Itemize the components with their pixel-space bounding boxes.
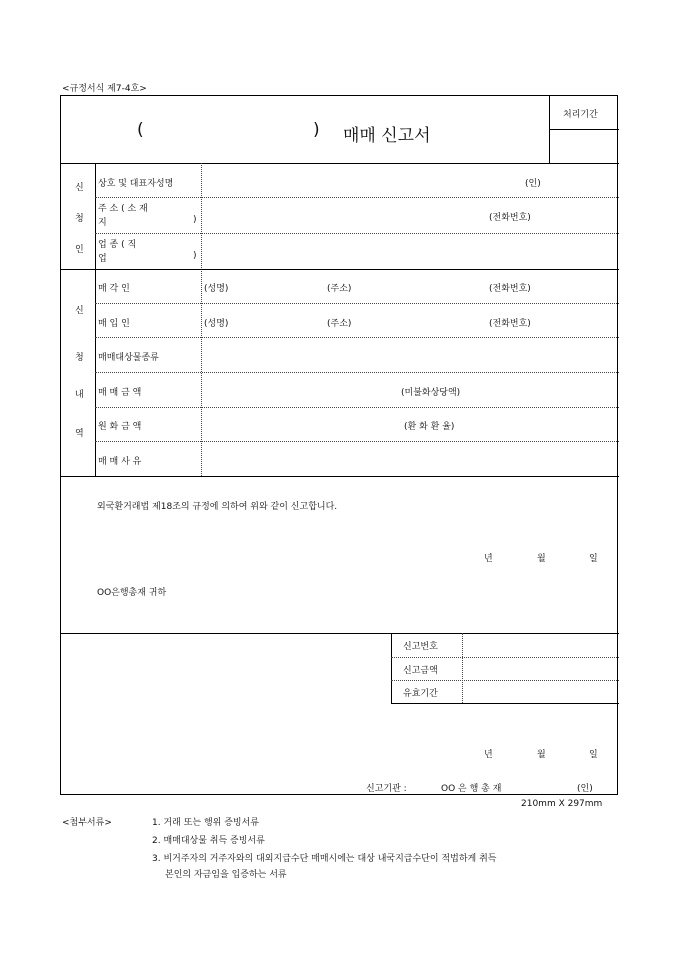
buyer-address-hint: (주소) (327, 319, 352, 329)
fx-rate-hint: (환 화 환 율) (404, 422, 455, 432)
usd-equivalent-hint: (미불화상당액) (401, 388, 461, 398)
attachment-item-2: 2. 매매대상물 취득 증빙서류 (152, 836, 265, 846)
business-field[interactable] (202, 234, 618, 268)
reason-label: 매 매 사 유 (98, 457, 142, 467)
agency-value: OO 은 행 총 재 (441, 784, 502, 794)
buyer-label: 매 입 인 (98, 319, 130, 329)
trade-name-field[interactable] (202, 164, 522, 196)
attachment-item-3-continued: 본인의 자금임을 입증하는 서류 (165, 870, 287, 880)
object-type-label: 매매대상물종류 (98, 353, 159, 363)
declaration-year: 년 (484, 554, 493, 564)
seller-address-hint: (주소) (327, 284, 352, 294)
declaration-month: 월 (537, 554, 546, 564)
details-side-char-1: 신 (75, 306, 84, 316)
report-number-field[interactable] (463, 634, 618, 656)
title-close-paren: ) (313, 120, 320, 140)
applicant-side-char-1: 신 (75, 183, 84, 193)
validity-period-field[interactable] (463, 681, 618, 702)
attachment-item-3: 3. 비거주자의 거주자와의 대외지급수단 매매시에는 대상 내국지급수단이 적법하게 취득 (152, 854, 497, 864)
applicant-side-char-2: 청 (75, 214, 84, 224)
address-field[interactable] (202, 198, 482, 232)
report-amount-label: 신고금액 (403, 666, 438, 676)
fx-amount-label: 원 화 금 액 (98, 422, 142, 432)
seller-label: 매 각 인 (98, 284, 130, 294)
attachment-item-1: 1. 거래 또는 행위 증빙서류 (152, 818, 259, 828)
trade-name-label: 상호 및 대표자성명 (98, 179, 174, 189)
declaration-statement: 외국환거래법 제18조의 규정에 의하여 위와 같이 신고합니다. (97, 502, 338, 512)
agency-label: 신고기관 : (366, 784, 407, 794)
address-label-line2-a: 지 (98, 218, 107, 228)
business-label-line1: 업 종 ( 직 (98, 240, 137, 250)
bottom-day: 일 (589, 750, 598, 760)
report-amount-field[interactable] (463, 658, 618, 679)
processing-period-label: 처리기간 (563, 110, 598, 120)
validity-period-label: 유효기간 (403, 689, 438, 699)
report-number-label: 신고번호 (403, 642, 438, 652)
seller-phone-hint: (전화번호) (489, 284, 531, 294)
amount-label: 매 매 금 액 (98, 388, 142, 398)
report-form (60, 95, 618, 795)
seller-name-hint: (성명) (204, 284, 229, 294)
processing-period-value[interactable] (550, 130, 618, 162)
applicant-side-char-3: 인 (75, 245, 84, 255)
applicant-seal-mark: (인) (525, 179, 541, 189)
agency-seal-mark: (인) (577, 784, 593, 794)
declaration-addressee: OO은행총재 귀하 (97, 588, 167, 598)
bottom-year: 년 (484, 750, 493, 760)
regulation-label: <규정서식 제7-4호> (62, 84, 147, 94)
title-open-paren: ( (137, 120, 144, 140)
bottom-month: 월 (537, 750, 546, 760)
object-type-field[interactable] (202, 338, 618, 371)
business-label-line2-a: 업 (98, 254, 107, 264)
details-side-char-3: 내 (75, 390, 84, 400)
details-side-char-4: 역 (75, 429, 84, 439)
reason-field[interactable] (202, 442, 618, 475)
page-title: 매매 신고서 (343, 126, 431, 146)
applicant-phone-label: (전화번호) (489, 213, 531, 223)
business-label-line2-b: ) (193, 251, 197, 261)
address-label-line1: 주 소 ( 소 재 (98, 204, 148, 214)
attachments-label: <첨부서류> (62, 818, 112, 828)
buyer-name-hint: (성명) (204, 319, 229, 329)
declaration-day: 일 (589, 554, 598, 564)
address-label-line2-b: ) (193, 215, 197, 225)
buyer-phone-hint: (전화번호) (489, 319, 531, 329)
paper-size: 210mm X 297mm (521, 799, 603, 809)
details-side-char-2: 청 (75, 353, 84, 363)
